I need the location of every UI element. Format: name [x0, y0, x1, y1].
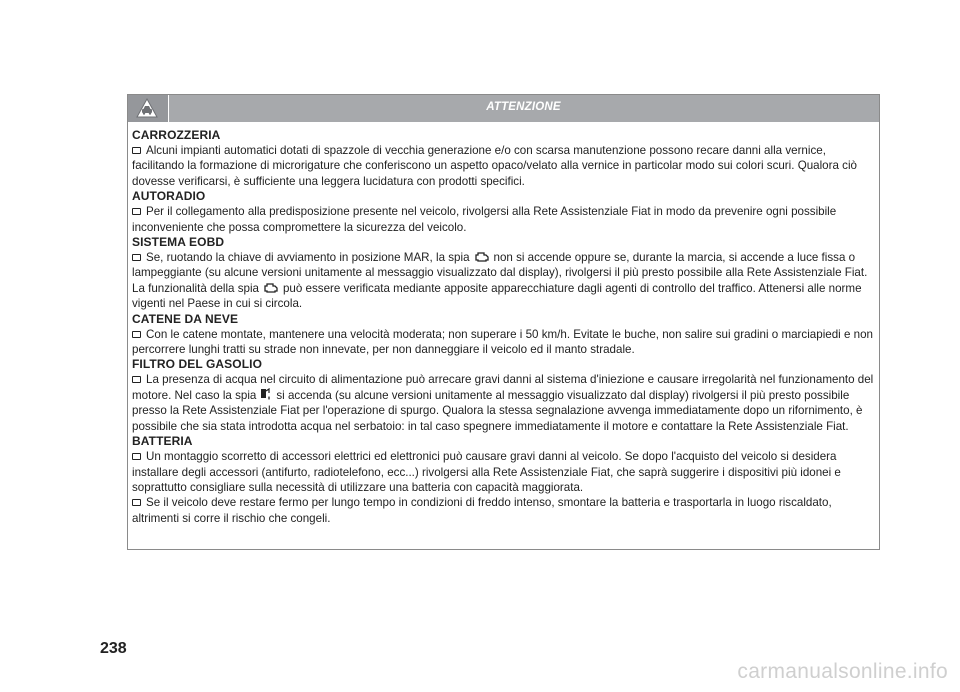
bullet-icon [132, 376, 141, 383]
engine-warning-icon [474, 251, 490, 263]
paragraph-text: Alcuni impianti automatici dotati di spazzole di vecchia generazione e/o con scarsa manutenzione possono recare danni alla vernice, facilitando la formazione di microrigature che conferiscono un aspetto opaco/velato alla vernice in particolar modo sui colori scuri. Qualora ciò dovesse verificarsi, è sufficiente una leggera lucidatura con prodotti specifici. [132, 144, 857, 188]
warning-content [132, 128, 877, 526]
header-icon-cell [128, 95, 169, 122]
paragraph-text: Con le catene montate, mantenere una velocità moderata; non superare i 50 km/h. Evitate le buche, non salire sui gradini o marciapiedi e non percorrere lunghi tratti su strade non innevate, per non danneggiare il veicolo ed il manto stradale. [132, 327, 873, 357]
section-title-batteria: BATTERIA [132, 434, 193, 449]
paragraph-text: Se, ruotando la chiave di avviamento in posizione MAR, la spia [146, 251, 470, 265]
paragraph-text: si accenda (su alcune versioni unitamente al messaggio visualizzato dal display) rivolgersi il più presto possibile presso la Rete Assistenziale Fiat per l'operazione di spurgo. Qualora la stessa segnalazione avvenga immediatamente dopo un rifornimento, è possibile che sia stata introdotta acqua nel serbatoio: in tal caso spegnere immediatamente il motore e contattare la Rete Assistenziale Fiat. [132, 388, 863, 433]
paragraph-text: non si accende oppure se, durante la marcia, si accende a luce fissa o lampeggiante (su alcune versioni unitamente al messaggio visualizzato dal display), rivolgersi il più presto possibile alla Rete Assistenziale Fiat. La funzionalità della spia [132, 251, 868, 295]
bullet-icon [132, 331, 141, 338]
car-warning-icon [136, 98, 158, 119]
paragraph-text: Se il veicolo deve restare fermo per lungo tempo in condizioni di freddo intenso, smontare la batteria e trasportarla in luogo riscaldato, altrimenti si corre il rischio che congeli. [132, 496, 832, 525]
warning-header [128, 95, 879, 122]
paragraph [132, 204, 877, 235]
section-title-carrozzeria: CARROZZERIA [132, 128, 221, 142]
paragraph [132, 143, 877, 189]
section-title-catene: CATENE DA NEVE [132, 311, 239, 326]
paragraph [132, 250, 877, 312]
paragraph-text: può essere verificata mediante apposite apparecchiature dagli agenti di controllo del traffico. Attenersi alle norme vigenti nel Paese in cui si circola. [132, 281, 862, 311]
bullet-icon [132, 453, 141, 460]
section-title-autoradio: AUTORADIO [132, 189, 206, 204]
header-title: ATTENZIONE [486, 101, 561, 113]
water-in-fuel-icon [260, 388, 272, 401]
paragraph [132, 327, 877, 358]
page-number: 238 [100, 640, 127, 657]
paragraph [132, 372, 877, 434]
paragraph [132, 495, 877, 526]
bullet-icon [132, 499, 141, 506]
paragraph [132, 449, 877, 495]
engine-warning-icon [263, 282, 279, 294]
paragraph-text: Un montaggio scorretto di accessori elettrici ed elettronici può causare gravi danni al veicolo. Se dopo l'acquisto del veicolo si desidera installare degli accessori (antifurto, radiotelefono, ecc...) rivolgersi alla Rete Assistenziale Fiat, che saprà suggerire i dispositivi più idonei e soprattutto consigliare sulla necessità di utilizzare una batteria con capacità maggiorata. [132, 450, 841, 494]
section-title-eobd: SISTEMA EOBD [132, 235, 225, 250]
paragraph-text: La presenza di acqua nel circuito di alimentazione può arrecare gravi danni al sistema d'iniezione e causare irregolarità nel funzionamento del motore. Nel caso la spia [132, 373, 874, 402]
warning-box [127, 94, 880, 550]
bullet-icon [132, 208, 141, 215]
paragraph-text: Per il collegamento alla predisposizione presente nel veicolo, rivolgersi alla Rete Assistenziale Fiat in modo da prevenire ogni possibile inconveniente che possa compromettere la sicurezza del veicolo. [132, 205, 837, 234]
watermark: carmanualsonline.info [737, 660, 948, 683]
bullet-icon [132, 254, 141, 261]
bullet-icon [132, 147, 141, 154]
section-title-filtro: FILTRO DEL GASOLIO [132, 357, 263, 372]
